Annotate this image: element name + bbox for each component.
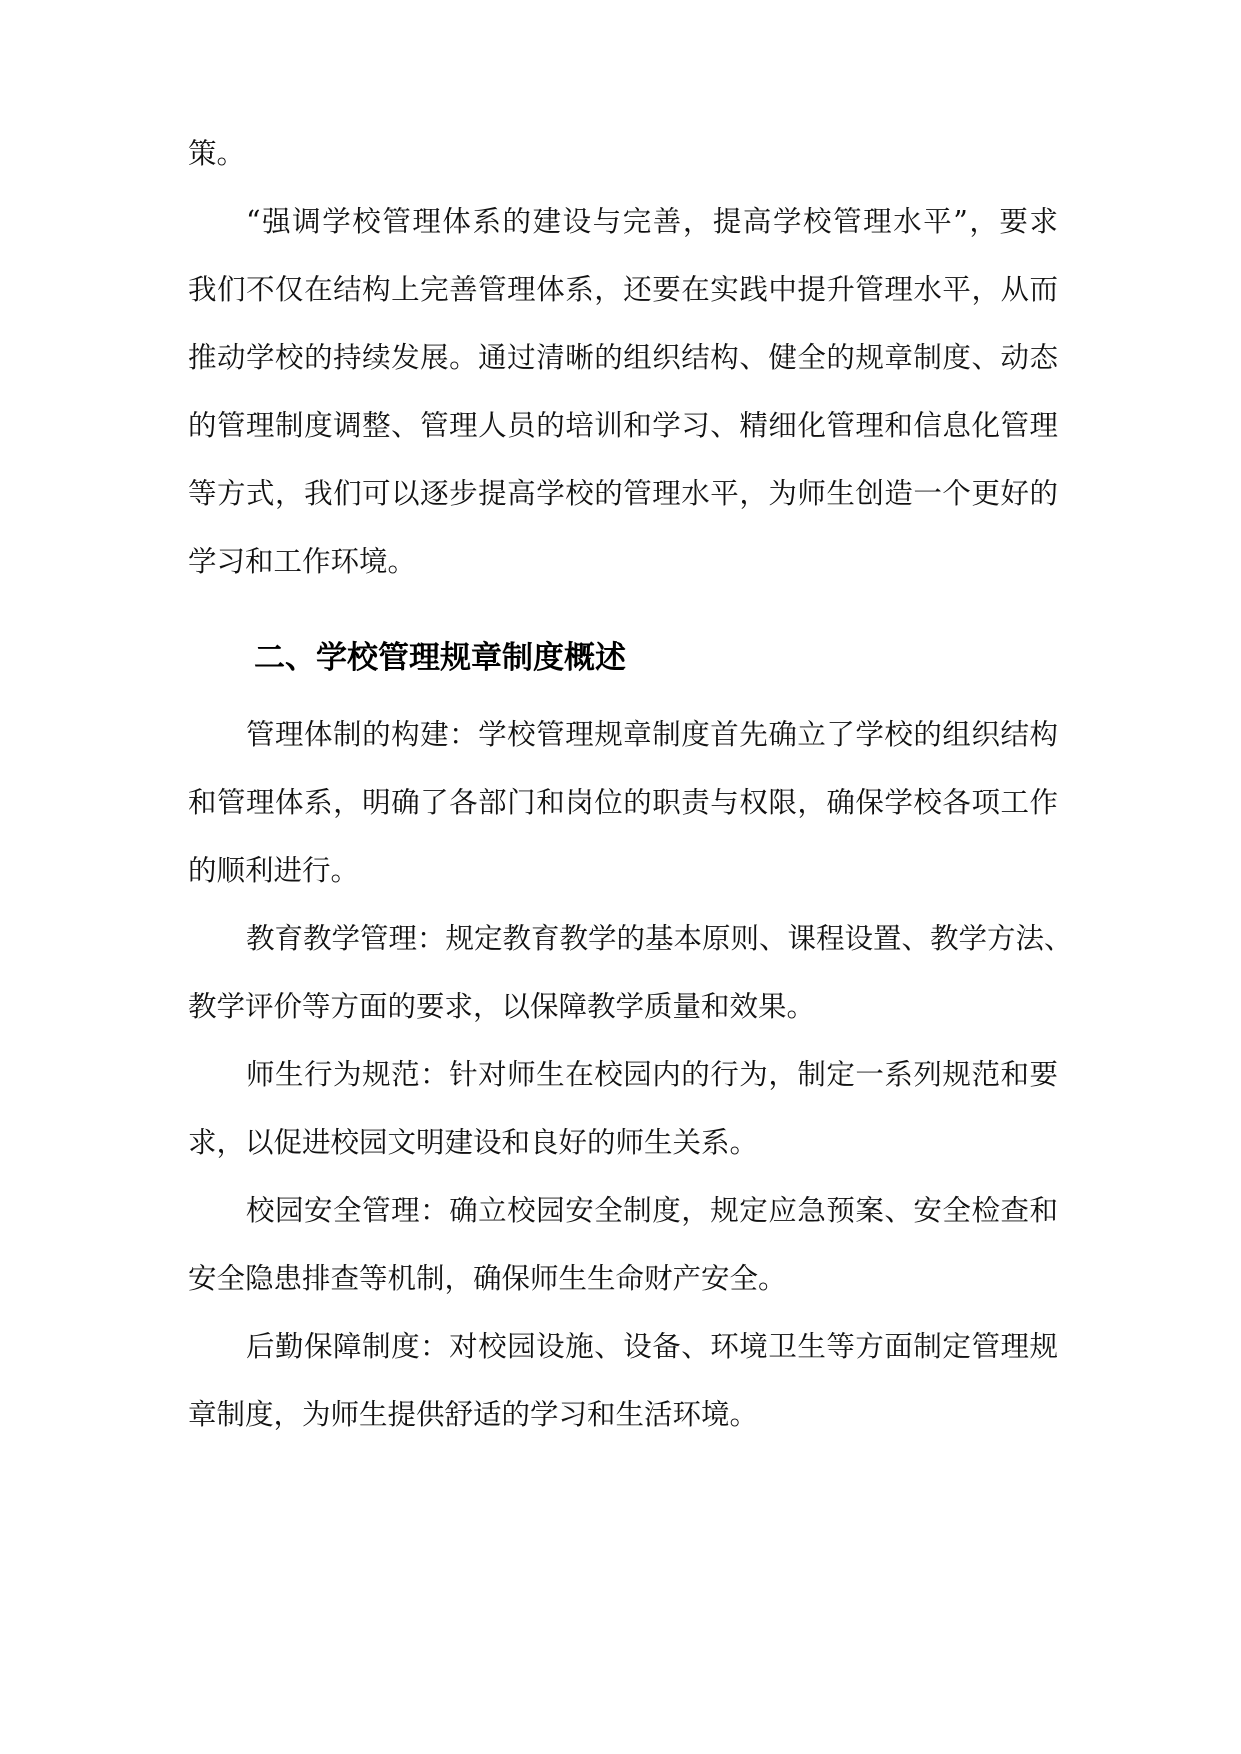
paragraph-line: 师生行为规范：针对师生在校园内的行为，制定一系列规范和要 xyxy=(246,1058,1058,1091)
section-heading: 二、学校管理规章制度概述 xyxy=(254,640,626,676)
paragraph-line: 校园安全管理：确立校园安全制度，规定应急预案、安全检查和 xyxy=(246,1194,1058,1227)
paragraph-line: 章制度，为师生提供舒适的学习和生活环境。 xyxy=(188,1398,759,1431)
paragraph-line: 我们不仅在结构上完善管理体系，还要在实践中提升管理水平，从而 xyxy=(188,273,1058,306)
paragraph-line: 学习和工作环境。 xyxy=(188,545,417,578)
paragraph-line: 教育教学管理：规定教育教学的基本原则、课程设置、教学方法、 xyxy=(246,922,1073,955)
paragraph-line: 的顺利进行。 xyxy=(188,854,360,887)
paragraph-line: 安全隐患排查等机制，确保师生生命财产安全。 xyxy=(188,1262,787,1295)
paragraph-line: “强调学校管理体系的建设与完善，提高学校管理水平”，要求 xyxy=(246,205,1058,238)
paragraph-line: 的管理制度调整、管理人员的培训和学习、精细化管理和信息化管理 xyxy=(188,409,1058,442)
paragraph-line: 管理体制的构建：学校管理规章制度首先确立了学校的组织结构 xyxy=(246,718,1058,751)
paragraph-line: 后勤保障制度：对校园设施、设备、环境卫生等方面制定管理规 xyxy=(246,1330,1058,1363)
paragraph-line: 策。 xyxy=(188,137,246,170)
paragraph-line: 和管理体系，明确了各部门和岗位的职责与权限，确保学校各项工作 xyxy=(188,786,1058,819)
paragraph-line: 等方式，我们可以逐步提高学校的管理水平，为师生创造一个更好的 xyxy=(188,477,1058,510)
paragraph-line: 推动学校的持续发展。通过清晰的组织结构、健全的规章制度、动态 xyxy=(188,341,1058,374)
paragraph-line: 求，以促进校园文明建设和良好的师生关系。 xyxy=(188,1126,759,1159)
paragraph-line: 教学评价等方面的要求，以保障教学质量和效果。 xyxy=(188,990,816,1023)
